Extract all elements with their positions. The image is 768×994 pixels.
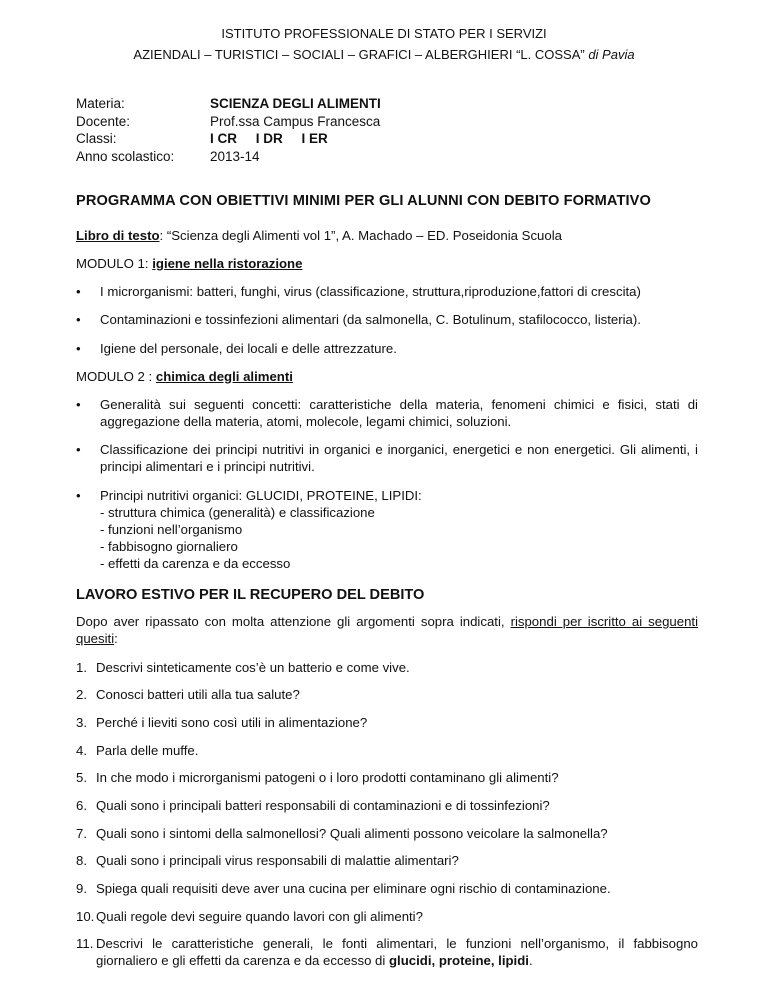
classi-label: Classi: (76, 131, 117, 146)
questions-list (76, 659, 698, 970)
anno-label: Anno scolastico: (76, 148, 175, 164)
module-1-heading (76, 255, 698, 272)
question-item (76, 714, 698, 731)
sub-item: - struttura chimica (generalità) e classificazione (100, 504, 375, 520)
question-text: Quali sono i sintomi della salmonellosi? Quali alimenti possono veicolare la salmonella? (96, 825, 608, 841)
textbook-text: : “Scienza degli Alimenti vol 1”, A. Machado – ED. Poseidonia Scuola (159, 227, 562, 243)
intro-underlined: rispondi per iscritto ai seguenti quesiti (76, 614, 699, 647)
module-2-heading (76, 368, 698, 385)
anno-row (76, 148, 381, 166)
question-number: 8. (76, 853, 87, 869)
question-number: 4. (76, 742, 87, 758)
summer-work-title: LAVORO ESTIVO PER IL RECUPERO DEL DEBITO (76, 587, 425, 604)
question-item (76, 742, 698, 759)
question-end: . (528, 953, 533, 969)
question-text: Quali sono i principali virus responsabili di malattie alimentari? (96, 853, 459, 869)
list-item: • Classificazione dei principi nutritivi in organici e inorganici, energetici e non energetici. Gli alimenti, i principi alimentari e i principi nutritivi. (76, 441, 698, 475)
question-item (76, 686, 698, 703)
anno-value: 2013-14 (210, 148, 260, 164)
textbook-label: Libro di testo (76, 227, 160, 243)
materia-label: Materia: (76, 96, 125, 111)
sub-item: - effetti da carenza e da eccesso (100, 556, 291, 572)
question-text: Parla delle muffe. (96, 742, 199, 758)
module-1-title: igiene nella ristorazione (152, 256, 303, 272)
header-line-2 (0, 47, 768, 68)
question-item (76, 659, 698, 676)
question-number: 10. (76, 908, 95, 924)
question-item (76, 880, 698, 897)
list-item (76, 487, 698, 573)
question-text: Quali sono i principali batteri responsabili di contaminazioni e di tossinfezioni? (96, 797, 550, 813)
list-item: • I microrganismi: batteri, funghi, virus (classificazione, struttura,riproduzione,fattori di crescita) (76, 283, 698, 300)
header-line-2-city: di Pavia (588, 47, 635, 62)
classi-value: I CR I DR I ER (210, 131, 328, 146)
module-1-list (76, 283, 698, 356)
question-number: 1. (76, 659, 87, 675)
classi-row (76, 130, 381, 148)
question-bold-text: glucidi, proteine, lipidi (389, 953, 529, 969)
list-item: • Igiene del personale, dei locali e delle attrezzature. (76, 340, 698, 357)
question-number: 6. (76, 797, 87, 813)
list-item: • Contaminazioni e tossinfezioni alimentari (da salmonella, C. Botulinum, stafilococco, listeria). (76, 311, 698, 328)
question-item (76, 852, 698, 869)
question-text: Conosci batteri utili alla tua salute? (96, 687, 300, 703)
course-info (76, 95, 381, 165)
program-title: PROGRAMMA CON OBIETTIVI MINIMI PER GLI ALUNNI CON DEBITO FORMATIVO (76, 193, 651, 209)
question-text: In che modo i microrganismi patogeni o i loro prodotti contaminano gli alimenti? (96, 770, 559, 786)
question-item (76, 769, 698, 786)
summer-work-intro (76, 613, 698, 647)
sub-item: - funzioni nell’organismo (100, 521, 243, 537)
school-header (0, 0, 768, 68)
question-item (76, 935, 698, 969)
question-text: Perché i lieviti sono così utili in alimentazione? (96, 714, 368, 730)
intro-text: Dopo aver ripassato con molta attenzione gli argomenti sopra indicati, (76, 614, 511, 630)
question-text: Spiega quali requisiti deve aver una cucina per eliminare ogni rischio di contaminazione. (96, 880, 611, 896)
sub-item: - fabbisogno giornaliero (100, 539, 238, 554)
docente-row (76, 113, 381, 131)
materia-row (76, 95, 381, 113)
textbook-line (76, 227, 698, 244)
module-2-title: chimica degli alimenti (155, 368, 293, 384)
question-number: 7. (76, 825, 87, 841)
module-2-list (76, 396, 698, 572)
question-item (76, 825, 698, 842)
list-item: • Generalità sui seguenti concetti: caratteristiche della materia, fenomeni chimici e fisici, stati di aggregazione della materia, atomi, molecole, legami chimici, soluzioni. (76, 396, 698, 430)
question-text: Descrivi le caratteristiche generali, le fonti alimentari, le funzioni nell’organismo, il fabbisogno giornaliero e gli effetti da carenza e da eccesso di (96, 936, 698, 969)
module-1-prefix: MODULO 1: (76, 256, 153, 272)
question-item (76, 797, 698, 814)
header-line-1: ISTITUTO PROFESSIONALE DI STATO PER I SERVIZI (221, 26, 547, 41)
materia-value: SCIENZA DEGLI ALIMENTI (210, 96, 381, 111)
intro-colon: : (114, 631, 118, 647)
organic-nutrients-head: • Principi nutritivi organici: GLUCIDI, PROTEINE, LIPIDI: (100, 487, 422, 503)
main-content (76, 192, 698, 980)
question-number: 5. (76, 770, 87, 786)
question-number: 11. (76, 936, 94, 952)
docente-label: Docente: (76, 113, 131, 129)
question-number: 3. (76, 714, 87, 730)
header-line-2-main: AZIENDALI – TURISTICI – SOCIALI – GRAFICI – ALBERGHIERI “L. COSSA” (133, 47, 585, 62)
question-text: Quali regole devi seguire quando lavori con gli alimenti? (96, 908, 423, 924)
question-number: 9. (76, 880, 87, 896)
module-2-prefix: MODULO 2 : (76, 368, 156, 384)
docente-value: Prof.ssa Campus Francesca (210, 113, 381, 129)
question-number: 2. (76, 687, 87, 703)
question-text: Descrivi sinteticamente cos’è un batterio e come vive. (96, 659, 410, 675)
question-item (76, 908, 698, 925)
